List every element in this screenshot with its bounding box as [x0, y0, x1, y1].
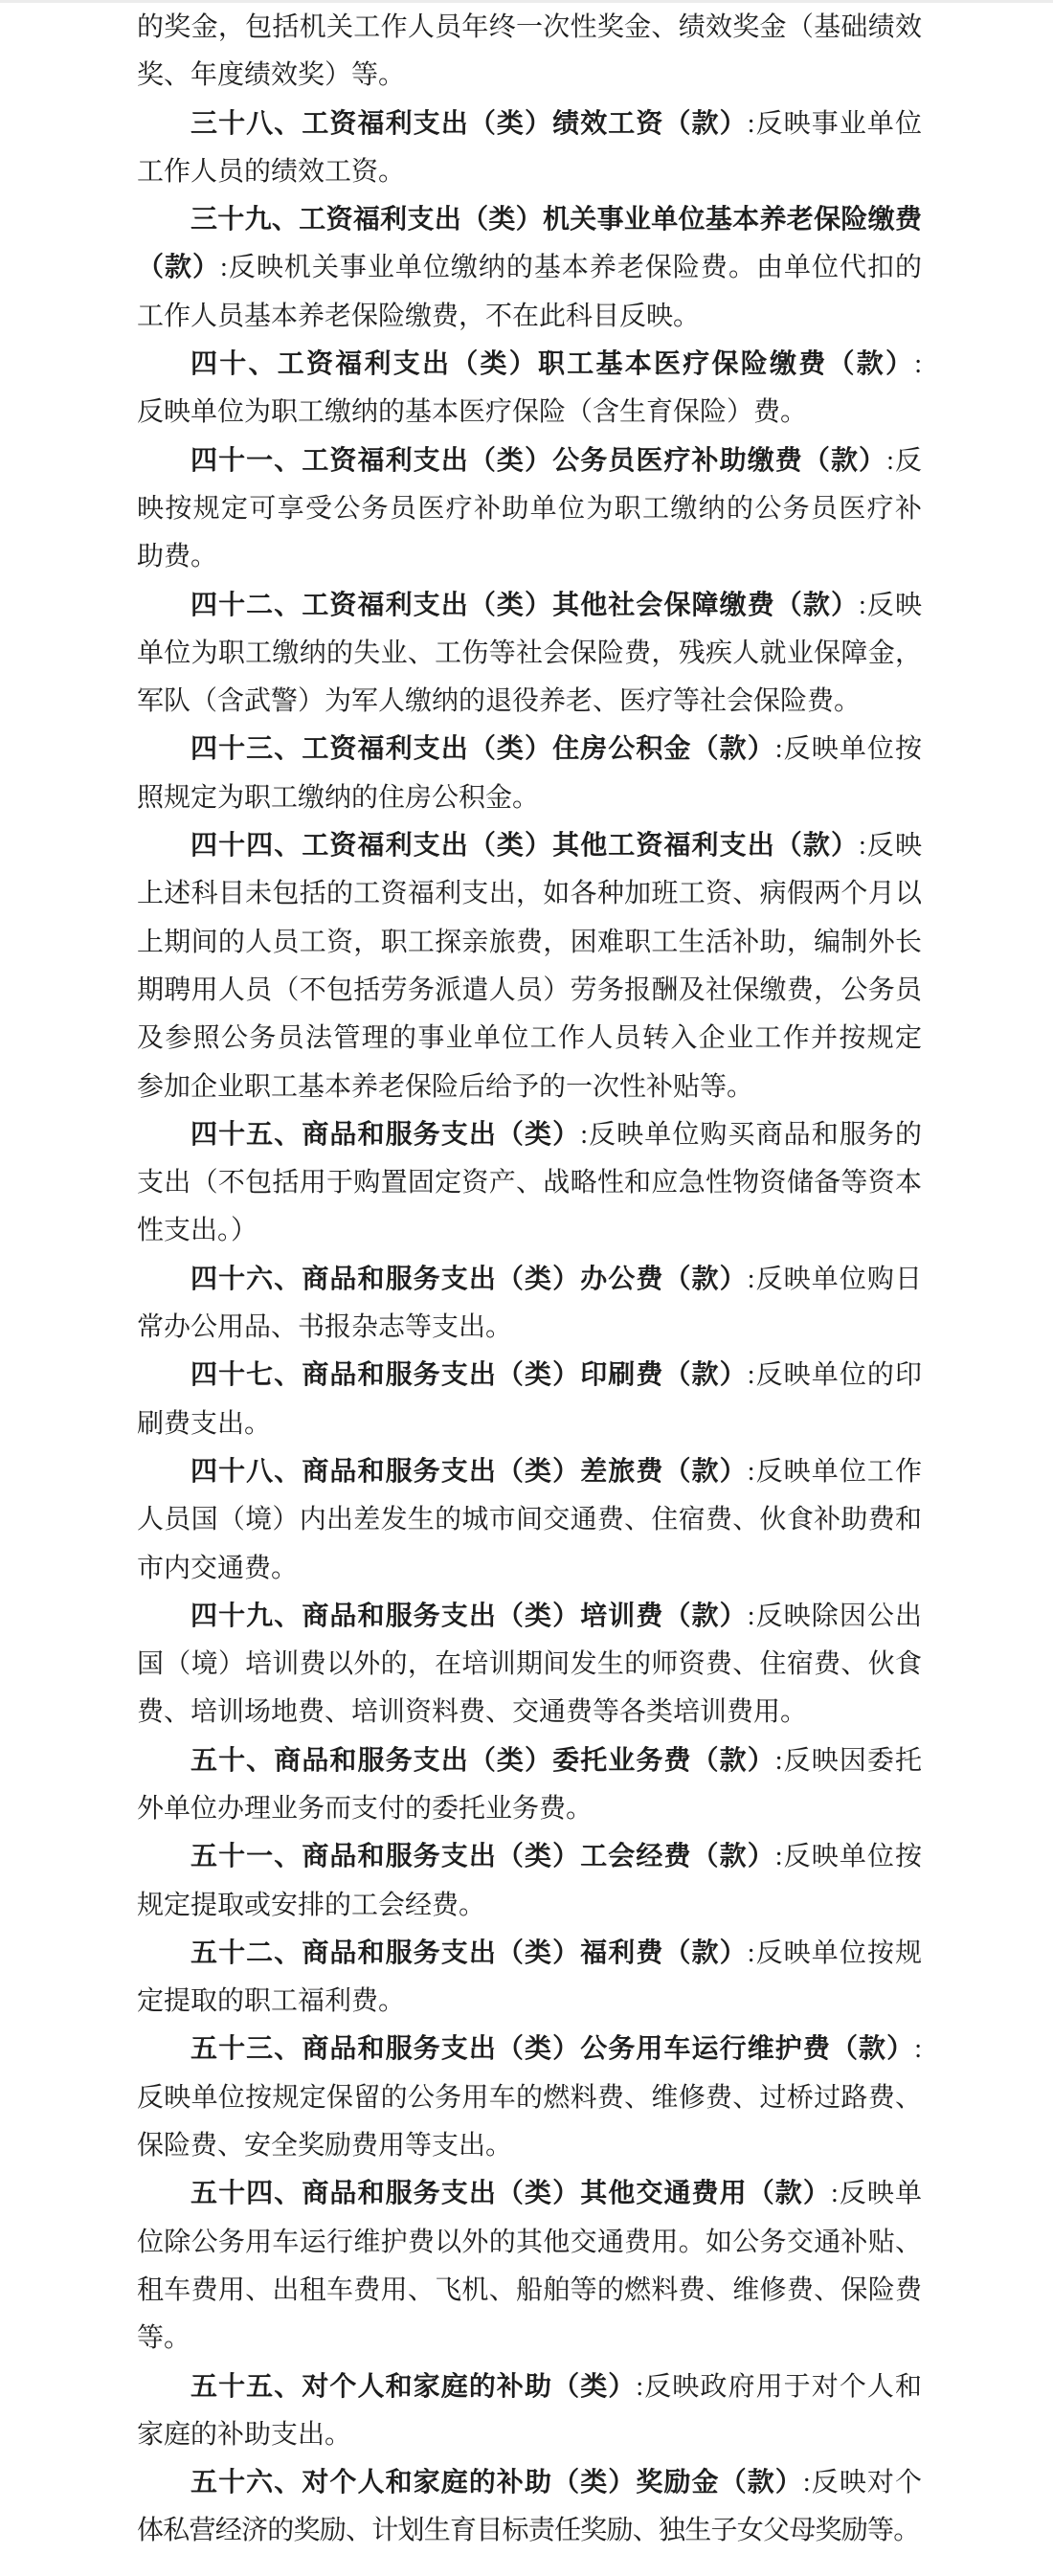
- body-text: :反映单位按: [774, 1842, 923, 1872]
- body-text: 支出（不包括用于购置固定资产、战略性和应急性物资储备等资本: [137, 1168, 922, 1198]
- section-heading-line: [137, 2170, 922, 2218]
- text-line: [137, 1207, 922, 1255]
- body-text: 等。: [137, 2323, 191, 2354]
- body-text: 刷费支出。: [137, 1408, 272, 1439]
- section-heading-line: [137, 822, 922, 870]
- text-line: [137, 2074, 922, 2122]
- text-line: [137, 2315, 922, 2363]
- heading-bold-text: 五十一、商品和服务支出（类）工会经费（款）: [190, 1842, 775, 1872]
- text-line: [137, 1496, 922, 1544]
- body-text: 定提取的职工福利费。: [137, 1986, 406, 2017]
- body-text: 反映单位为职工缴纳的基本医疗保险（含生育保险）费。: [137, 397, 808, 428]
- text-line: [137, 2507, 922, 2555]
- section-heading-line: [137, 341, 922, 389]
- text-line: [137, 774, 922, 822]
- section-heading-line: [137, 1593, 922, 1641]
- text-line: [137, 1159, 922, 1207]
- body-text: 外单位办理业务而支付的委托业务费。: [137, 1793, 594, 1824]
- section-heading-line: [137, 1833, 922, 1881]
- body-text: 费、培训场地费、培训资料费、交通费等各类培训费用。: [137, 1697, 808, 1728]
- section-heading-line: [137, 437, 922, 485]
- body-text: :反映单位按规: [747, 1938, 922, 1968]
- body-text: 租车费用、出租车费用、飞机、船舶等的燃料费、维修费、保险费: [137, 2274, 922, 2305]
- body-text: 参加企业职工基本养老保险后给予的一次性补贴等。: [137, 1071, 754, 1102]
- body-text: :反映单位的印: [747, 1360, 922, 1391]
- text-line: [137, 1882, 922, 1930]
- body-text: :反映单位工作: [747, 1456, 922, 1487]
- heading-bold-text: 五十二、商品和服务支出（类）福利费（款）: [190, 1938, 748, 1968]
- heading-bold-text: 五十六、对个人和家庭的补助（类）奖励金（款）: [190, 2468, 803, 2498]
- section-heading-line: [137, 1256, 922, 1304]
- text-line: [137, 4, 922, 52]
- body-text: :反映事业单位: [747, 108, 922, 139]
- body-text: 工作人员基本养老保险缴费，不在此科目反映。: [137, 301, 701, 331]
- body-text: 位除公务用车运行维护费以外的其他交通费用。如公务交通补贴、: [137, 2227, 922, 2257]
- text-line: [137, 52, 922, 100]
- text-line: [137, 2267, 922, 2315]
- heading-bold-text: （款）: [137, 253, 221, 283]
- body-text: :: [914, 2034, 922, 2065]
- heading-bold-text: 四十三、工资福利支出（类）住房公积金（款）: [190, 734, 775, 765]
- text-line: [137, 389, 922, 437]
- body-text: :反映因委托: [774, 1745, 923, 1776]
- text-line: [137, 2122, 922, 2170]
- heading-bold-text: 四十四、工资福利支出（类）其他工资福利支出（款）: [190, 831, 860, 862]
- body-text: 市内交通费。: [137, 1553, 299, 1583]
- heading-bold-text: 四十六、商品和服务支出（类）办公费（款）: [190, 1264, 748, 1294]
- body-text: 常办公用品、书报杂志等支出。: [137, 1312, 513, 1343]
- body-text: :反: [886, 445, 922, 476]
- section-heading-line: [137, 2459, 922, 2507]
- section-heading-line: [137, 2026, 922, 2073]
- section-heading-line: [137, 101, 922, 148]
- heading-bold-text: 五十四、商品和服务支出（类）其他交通费用（款）: [190, 2179, 831, 2209]
- heading-bold-text: 三十八、工资福利支出（类）绩效工资（款）: [190, 108, 748, 139]
- heading-bold-text: 四十一、工资福利支出（类）公务员医疗补助缴费（款）: [190, 445, 887, 476]
- body-text: 性支出。）: [137, 1216, 258, 1246]
- body-text: 奖、年度绩效奖）等。: [137, 60, 406, 91]
- text-line: [137, 919, 922, 967]
- body-text: 上期间的人员工资，职工探亲旅费，困难职工生活补助，编制外长: [137, 927, 922, 957]
- body-text: :: [914, 349, 922, 380]
- section-heading-line: [137, 2363, 922, 2411]
- text-line: [137, 1400, 922, 1448]
- heading-bold-text: 四十五、商品和服务支出（类）: [190, 1119, 581, 1150]
- body-text: 军队（含武警）为军人缴纳的退役养老、医疗等社会保险费。: [137, 686, 862, 717]
- body-text: 照规定为职工缴纳的住房公积金。: [137, 782, 540, 813]
- section-heading-line: [137, 1111, 922, 1159]
- body-text: :反映: [859, 831, 922, 862]
- heading-bold-text: 五十五、对个人和家庭的补助（类）: [190, 2371, 637, 2402]
- heading-bold-text: 四十二、工资福利支出（类）其他社会保障缴费（款）: [190, 590, 860, 620]
- body-text: 映按规定可享受公务员医疗补助单位为职工缴纳的公务员医疗补: [137, 493, 922, 524]
- text-line: [137, 533, 922, 581]
- page-top-edge: [0, 0, 1053, 3]
- body-text: :反映单位购日: [747, 1264, 922, 1294]
- text-line: [137, 967, 922, 1015]
- text-line: [137, 1641, 922, 1689]
- body-text: :反映: [859, 590, 922, 620]
- body-text: :反映对个: [802, 2468, 922, 2498]
- text-line: [137, 2219, 922, 2267]
- body-text: 人员国（境）内出差发生的城市间交通费、住宿费、伙食补助费和: [137, 1505, 922, 1535]
- body-text: 工作人员的绩效工资。: [137, 156, 406, 187]
- section-heading-line: [137, 726, 922, 773]
- section-heading-line: [137, 1448, 922, 1496]
- text-line: [137, 1064, 922, 1111]
- text-line: [137, 1978, 922, 2026]
- body-text: 助费。: [137, 542, 218, 572]
- text-line: [137, 870, 922, 918]
- body-text: 期聘用人员（不包括劳务派遣人员）劳务报酬及社保缴费，公务员: [137, 974, 922, 1005]
- body-text: :反映单位购买商品和服务的: [580, 1119, 923, 1150]
- body-text: 体私营经济的奖励、计划生育目标责任奖励、独生子女父母奖励等。: [137, 2516, 920, 2546]
- body-text: :反映机关事业单位缴纳的基本养老保险费。由单位代扣的: [220, 253, 922, 283]
- body-text: 及参照公务员法管理的事业单位工作人员转入企业工作并按规定: [137, 1023, 922, 1054]
- section-heading-line: [137, 1352, 922, 1400]
- body-text: 规定提取或安排的工会经费。: [137, 1890, 486, 1920]
- text-line: [137, 678, 922, 726]
- body-text: :反映单位按: [774, 734, 923, 765]
- heading-bold-text: 三十九、工资福利支出（类）机关事业单位基本养老保险缴费: [190, 205, 922, 235]
- section-heading-line: [137, 244, 922, 292]
- text-line: [137, 1689, 922, 1736]
- text-line: [137, 1304, 922, 1352]
- heading-bold-text: 四十七、商品和服务支出（类）印刷费（款）: [190, 1360, 748, 1391]
- heading-bold-text: 四十、工资福利支出（类）职工基本医疗保险缴费（款）: [190, 349, 915, 380]
- text-line: [137, 293, 922, 341]
- body-text: :反映除因公出: [747, 1601, 922, 1631]
- text-line: [137, 148, 922, 196]
- body-text: 家庭的补助支出。: [137, 2419, 352, 2450]
- body-text: 反映单位按规定保留的公务用车的燃料费、维修费、过桥过路费、: [137, 2082, 922, 2113]
- heading-bold-text: 四十八、商品和服务支出（类）差旅费（款）: [190, 1456, 748, 1487]
- section-heading-line: [137, 1737, 922, 1785]
- document-body: [137, 4, 922, 2556]
- text-line: [137, 630, 922, 678]
- body-text: :反映政府用于对个人和: [636, 2371, 922, 2402]
- body-text: :反映单: [830, 2179, 922, 2209]
- body-text: 上述科目未包括的工资福利支出，如各种加班工资、病假两个月以: [137, 879, 922, 909]
- body-text: 保险费、安全奖励费用等支出。: [137, 2131, 513, 2162]
- section-heading-line: [137, 196, 922, 244]
- heading-bold-text: 四十九、商品和服务支出（类）培训费（款）: [190, 1601, 748, 1631]
- body-text: 国（境）培训费以外的，在培训期间发生的师资费、住宿费、伙食: [137, 1649, 922, 1680]
- text-line: [137, 1015, 922, 1063]
- section-heading-line: [137, 1930, 922, 1978]
- body-text: 单位为职工缴纳的失业、工伤等社会保险费，残疾人就业保障金，: [137, 638, 922, 668]
- text-line: [137, 1785, 922, 1833]
- heading-bold-text: 五十三、商品和服务支出（类）公务用车运行维护费（款）: [190, 2034, 915, 2065]
- heading-bold-text: 五十、商品和服务支出（类）委托业务费（款）: [190, 1745, 775, 1776]
- body-text: 的奖金，包括机关工作人员年终一次性奖金、绩效奖金（基础绩效: [137, 12, 922, 42]
- text-line: [137, 1545, 922, 1593]
- text-line: [137, 2411, 922, 2459]
- text-line: [137, 485, 922, 533]
- section-heading-line: [137, 582, 922, 630]
